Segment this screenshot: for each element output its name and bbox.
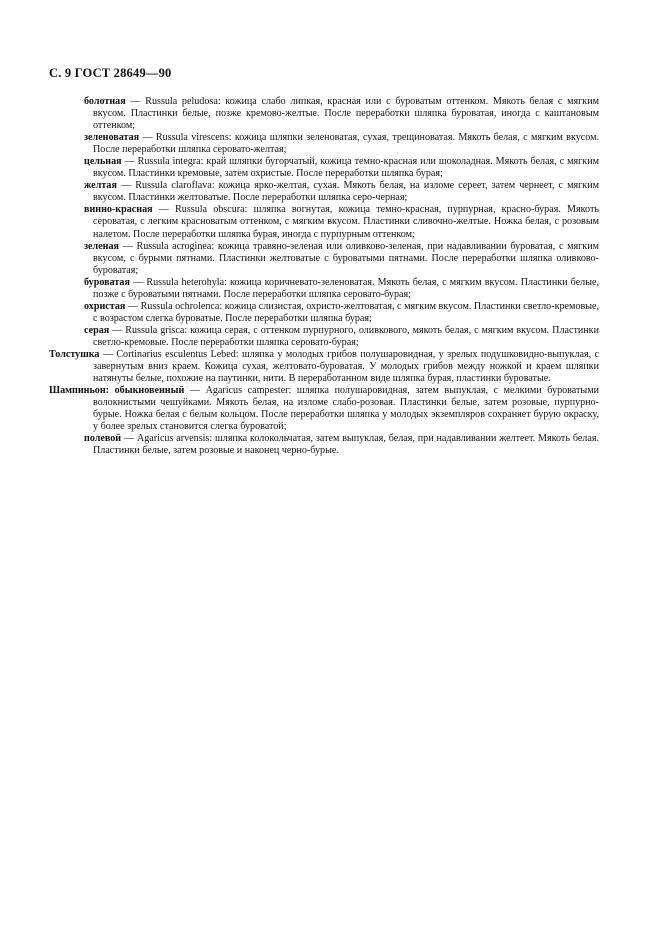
- entry-term: цельная: [84, 156, 122, 168]
- entry-text: — Russula claroflava: кожица ярко-желтая, сухая. Мякоть белая, на изломе сереет, затем чернеет, с мягким вкусом. Пластинки желтоватые. После переработки шляпка серо-черная;: [93, 180, 599, 204]
- entry-tselnaya: [49, 156, 599, 180]
- entry-text: — Russula ochrolenca: кожица слизистая, охристо-желтоватая, с мягким вкусом. Пластинки светло-кремовые, с возрастом слегка буроватые. После переработки шляпка бурая;: [93, 300, 599, 324]
- entry-term: болотная: [84, 96, 126, 107]
- entry-zelenaya: [49, 241, 599, 277]
- entry-polevoy: [49, 433, 599, 457]
- entry-bolotnaya: [49, 96, 599, 132]
- entry-term: охристая: [84, 300, 126, 312]
- entry-zheltaya: [49, 180, 599, 204]
- entry-term: Шампиньон: обыкновенный: [49, 385, 185, 397]
- entry-tolstushka: [49, 349, 599, 385]
- entry-ochristaya: [49, 301, 599, 325]
- entry-text: — Cortinarius esculentus Lebed: шляпка у молодых грибов полушаровидная, у зрелых подушковидно-выпуклая, с завернутым вниз краем. Кожица сухая, желтовато-буроватая. У молодых грибов между ножкой и краем шляпки натянуты белые, похожие на паутинки, нити. В переработанном виде шляпка бурая, пластинки буроватые.: [93, 348, 599, 385]
- entry-text: — Russula heterohyla: кожица коричневато-зеленоватая. Мякоть белая, с мягким вкусом. Пластинки белые, позже с буроватыми пятнами. После переработки шляпка серовато-бурая;: [93, 276, 599, 300]
- entry-zelenovataya: [49, 132, 599, 156]
- entry-text: — Russula obscura: шляпка вогнутая, кожица темно-красная, пурпурная, красно-бурая. Мякоть сероватая, с легким красноватым оттенком, с мягким вкусом. Пластинки сливочно-желтые. Ножка белая, с розовым налетом. После переработки шляпка бурая, иногда с пурпурным оттенком;: [93, 204, 599, 240]
- entry-text: — Russula acroginea: кожица травяно-зеленая или оливково-зеленая, при надавливании буроватая, с мягким вкусом, с бурыми пятнами. Пластинки желтоватые с буроватыми пятнами. После переработки шляпка оливково-буроватая;: [93, 240, 599, 276]
- entry-term: Толстушка: [49, 348, 100, 360]
- entry-term: буроватая: [84, 276, 130, 288]
- entry-text: — Russula peludosa: кожица слабо липкая, красная или с буроватым оттенком. Мякоть белая с мягким вкусом. Пластинки белые, позже кремово-желтые. После переработки шляпка буроватая, иногда с каштановым оттенком;: [93, 96, 599, 132]
- document-body: [49, 96, 599, 457]
- entry-burovataya: [49, 277, 599, 301]
- entry-text: — Russula integra: край шляпки бугорчатый, кожица темно-красная или шоколадная. Мякоть белая, с мягким вкусом. Пластинки кремовые, затем охристые. После переработки шляпка бурая;: [93, 156, 599, 180]
- entry-text: — Agaricus arvensis: шляпка колокольчатая, затем выпуклая, белая, при надавливании желтеет. Мякоть белая. Пластинки белые, затем розовые и наконец черно-бурые.: [93, 433, 599, 457]
- entry-text: — Agaricus campester: шляпка полушаровидная, затем выпуклая, с мелкими буроватыми волокнистыми чешуйками. Мякоть белая, на изломе слабо-розовая. Пластинки белые, затем розовые, пурпурно-бурые. Ножка белая с белым кольцом. После переработки шляпка у молодых экземпляров сохраняет бурую окраску, у более зрелых становится слегка буроватой;: [93, 385, 599, 433]
- entry-shampinyon: [49, 385, 599, 433]
- entry-term: серая: [84, 324, 110, 336]
- entry-vinno-krasnaya: [49, 204, 599, 240]
- entry-seraya: [49, 325, 599, 349]
- entry-term: желтая: [84, 180, 117, 192]
- entry-term: винно-красная: [84, 204, 153, 216]
- entry-term: полевой: [84, 433, 122, 445]
- entry-term: зеленая: [84, 240, 120, 252]
- page-header: С. 9 ГОСТ 28649—90: [49, 66, 172, 80]
- entry-term: зеленоватая: [84, 132, 140, 144]
- entry-text: — Russula virescens: кожица шляпки зеленоватая, сухая, трещиноватая. Мякоть белая, с мягким вкусом. После переработки шляпка серовато-желтая;: [93, 132, 599, 156]
- entry-text: — Russula grisca: кожица серая, с оттенком пурпурного, оливкового, мякоть белая, с мягким вкусом. Пластинки светло-кремовые. После переработки шляпка серовато-бурая;: [93, 324, 599, 348]
